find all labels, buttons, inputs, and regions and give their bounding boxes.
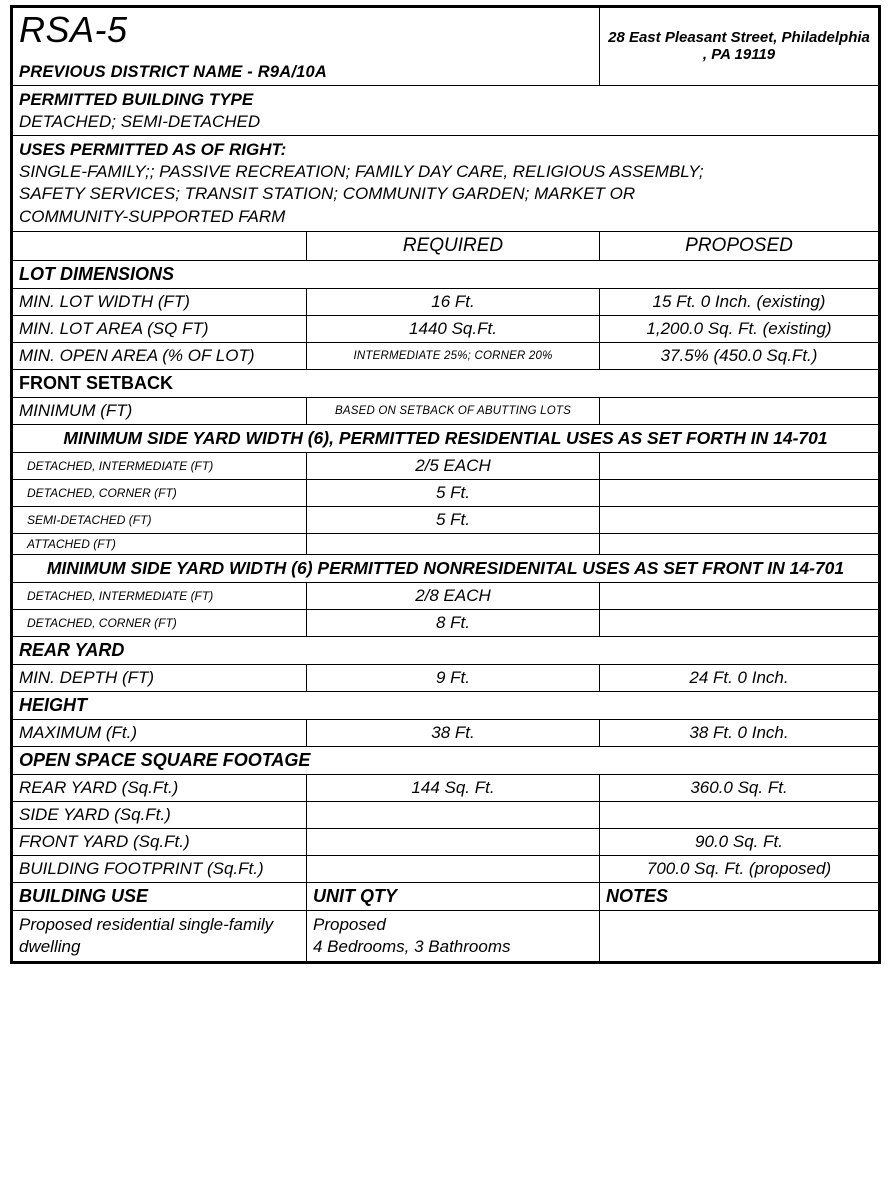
building-use-value-line-1: Proposed residential single-family — [19, 914, 274, 934]
building-use-value — [12, 910, 307, 962]
row-proposed-value: 38 Ft. 0 Inch. — [600, 719, 880, 746]
uses-permitted-line-1: SINGLE-FAMILY;; PASSIVE RECREATION; FAMILY DAY CARE, RELIGIOUS ASSEMBLY; — [19, 162, 704, 182]
row-proposed-value — [600, 533, 880, 554]
permitted-building-type-value: DETACHED; SEMI-DETACHED — [19, 111, 261, 131]
building-use-value-line-2: dwelling — [19, 936, 81, 956]
building-use-header-row — [12, 882, 880, 910]
row-label: MIN. LOT WIDTH (FT) — [12, 288, 307, 315]
previous-district-name: PREVIOUS DISTRICT NAME - R9A/10A — [19, 62, 328, 81]
row-label: SEMI-DETACHED (FT) — [12, 506, 307, 533]
table-row — [12, 855, 880, 882]
row-proposed-value — [600, 582, 880, 609]
row-proposed-value: 15 Ft. 0 Inch. (existing) — [600, 288, 880, 315]
row-label: FRONT YARD (Sq.Ft.) — [12, 828, 307, 855]
row-required-value: 5 Ft. — [307, 506, 600, 533]
row-label: MIN. OPEN AREA (% OF LOT) — [12, 342, 307, 369]
row-required-value: 16 Ft. — [307, 288, 600, 315]
row-proposed-value — [600, 609, 880, 636]
section-title-height: HEIGHT — [12, 691, 880, 719]
column-header-required: REQUIRED — [307, 231, 600, 260]
permitted-building-type-cell — [12, 85, 880, 136]
section-title-min-side-yard-nonresidential: MINIMUM SIDE YARD WIDTH (6) PERMITTED NONRESIDENITAL USES AS SET FRONT IN 14-701 — [12, 554, 880, 582]
uses-permitted-line-2: SAFETY SERVICES; TRANSIT STATION; COMMUNITY GARDEN; MARKET OR — [19, 184, 636, 204]
table-row — [12, 479, 880, 506]
unit-qty-header: UNIT QTY — [307, 882, 600, 910]
table-row — [12, 719, 880, 746]
row-label: MAXIMUM (Ft.) — [12, 719, 307, 746]
row-required-value — [307, 828, 600, 855]
table-row — [12, 582, 880, 609]
section-header-row-rear-yard — [12, 636, 880, 664]
row-required-value: 2/8 EACH — [307, 582, 600, 609]
row-label: DETACHED, CORNER (FT) — [12, 609, 307, 636]
section-title-lot-dimensions: LOT DIMENSIONS — [12, 260, 880, 288]
section-title-open-space-square-footage: OPEN SPACE SQUARE FOOTAGE — [12, 746, 880, 774]
row-label: DETACHED, CORNER (FT) — [12, 479, 307, 506]
row-proposed-value — [600, 397, 880, 424]
row-label: BUILDING FOOTPRINT (Sq.Ft.) — [12, 855, 307, 882]
row-required-value: 1440 Sq.Ft. — [307, 315, 600, 342]
table-row — [12, 506, 880, 533]
building-use-value-row — [12, 910, 880, 962]
row-label: MIN. DEPTH (FT) — [12, 664, 307, 691]
row-required-value: 9 Ft. — [307, 664, 600, 691]
permitted-building-type-title: PERMITTED BUILDING TYPE — [19, 89, 254, 109]
row-proposed-value — [600, 479, 880, 506]
row-required-value — [307, 533, 600, 554]
property-address: 28 East Pleasant Street, Philadelphia , PA 19119 — [600, 7, 880, 86]
table-row — [12, 801, 880, 828]
row-required-value: 2/5 EACH — [307, 452, 600, 479]
row-required-value — [307, 855, 600, 882]
section-header-row-open-space-square-footage — [12, 746, 880, 774]
district-header-cell — [12, 7, 600, 86]
header-row — [12, 7, 880, 86]
unit-qty-value-line-1: Proposed — [313, 914, 386, 934]
table-row — [12, 828, 880, 855]
row-proposed-value: 37.5% (450.0 Sq.Ft.) — [600, 342, 880, 369]
table-row — [12, 288, 880, 315]
table-body — [12, 7, 880, 963]
table-row — [12, 609, 880, 636]
table-row — [12, 533, 880, 554]
row-required-value: 8 Ft. — [307, 609, 600, 636]
column-header-row — [12, 231, 880, 260]
district-code: RSA-5 — [19, 9, 128, 50]
table-row — [12, 664, 880, 691]
row-label: SIDE YARD (Sq.Ft.) — [12, 801, 307, 828]
row-proposed-value: 90.0 Sq. Ft. — [600, 828, 880, 855]
notes-header: NOTES — [600, 882, 880, 910]
row-label: REAR YARD (Sq.Ft.) — [12, 774, 307, 801]
unit-qty-value-line-2: 4 Bedrooms, 3 Bathrooms — [313, 936, 511, 956]
uses-permitted-title: USES PERMITTED AS OF RIGHT: — [19, 140, 287, 160]
notes-value — [600, 910, 880, 962]
table-row — [12, 342, 880, 369]
table-row — [12, 774, 880, 801]
row-proposed-value — [600, 452, 880, 479]
unit-qty-value — [307, 910, 600, 962]
row-required-value: INTERMEDIATE 25%; CORNER 20% — [307, 342, 600, 369]
uses-permitted-line-3: COMMUNITY-SUPPORTED FARM — [19, 206, 286, 226]
uses-permitted-row — [12, 136, 880, 231]
row-required-value: BASED ON SETBACK OF ABUTTING LOTS — [307, 397, 600, 424]
table-row — [12, 452, 880, 479]
row-label: MIN. LOT AREA (SQ FT) — [12, 315, 307, 342]
row-label: DETACHED, INTERMEDIATE (FT) — [12, 452, 307, 479]
row-label: DETACHED, INTERMEDIATE (FT) — [12, 582, 307, 609]
row-label: MINIMUM (FT) — [12, 397, 307, 424]
section-header-row-lot-dimensions — [12, 260, 880, 288]
row-proposed-value — [600, 801, 880, 828]
section-title-rear-yard: REAR YARD — [12, 636, 880, 664]
section-title-front-setback: FRONT SETBACK — [12, 369, 880, 397]
row-proposed-value — [600, 506, 880, 533]
permitted-building-type-row — [12, 85, 880, 136]
table-row — [12, 397, 880, 424]
column-header-proposed: PROPOSED — [600, 231, 880, 260]
row-required-value: 144 Sq. Ft. — [307, 774, 600, 801]
section-header-row-front-setback — [12, 369, 880, 397]
building-use-header: BUILDING USE — [12, 882, 307, 910]
section-title-min-side-yard-residential: MINIMUM SIDE YARD WIDTH (6), PERMITTED RESIDENTIAL USES AS SET FORTH IN 14-701 — [12, 424, 880, 452]
section-header-row-height — [12, 691, 880, 719]
zoning-summary-table — [10, 5, 881, 964]
row-proposed-value: 1,200.0 Sq. Ft. (existing) — [600, 315, 880, 342]
row-proposed-value: 700.0 Sq. Ft. (proposed) — [600, 855, 880, 882]
uses-permitted-cell — [12, 136, 880, 231]
section-header-row-min-side-yard-nonresidential — [12, 554, 880, 582]
row-required-value: 5 Ft. — [307, 479, 600, 506]
row-required-value — [307, 801, 600, 828]
row-proposed-value: 24 Ft. 0 Inch. — [600, 664, 880, 691]
row-label: ATTACHED (FT) — [12, 533, 307, 554]
column-header-blank — [12, 231, 307, 260]
row-proposed-value: 360.0 Sq. Ft. — [600, 774, 880, 801]
row-required-value: 38 Ft. — [307, 719, 600, 746]
table-row — [12, 315, 880, 342]
section-header-row-min-side-yard-residential — [12, 424, 880, 452]
